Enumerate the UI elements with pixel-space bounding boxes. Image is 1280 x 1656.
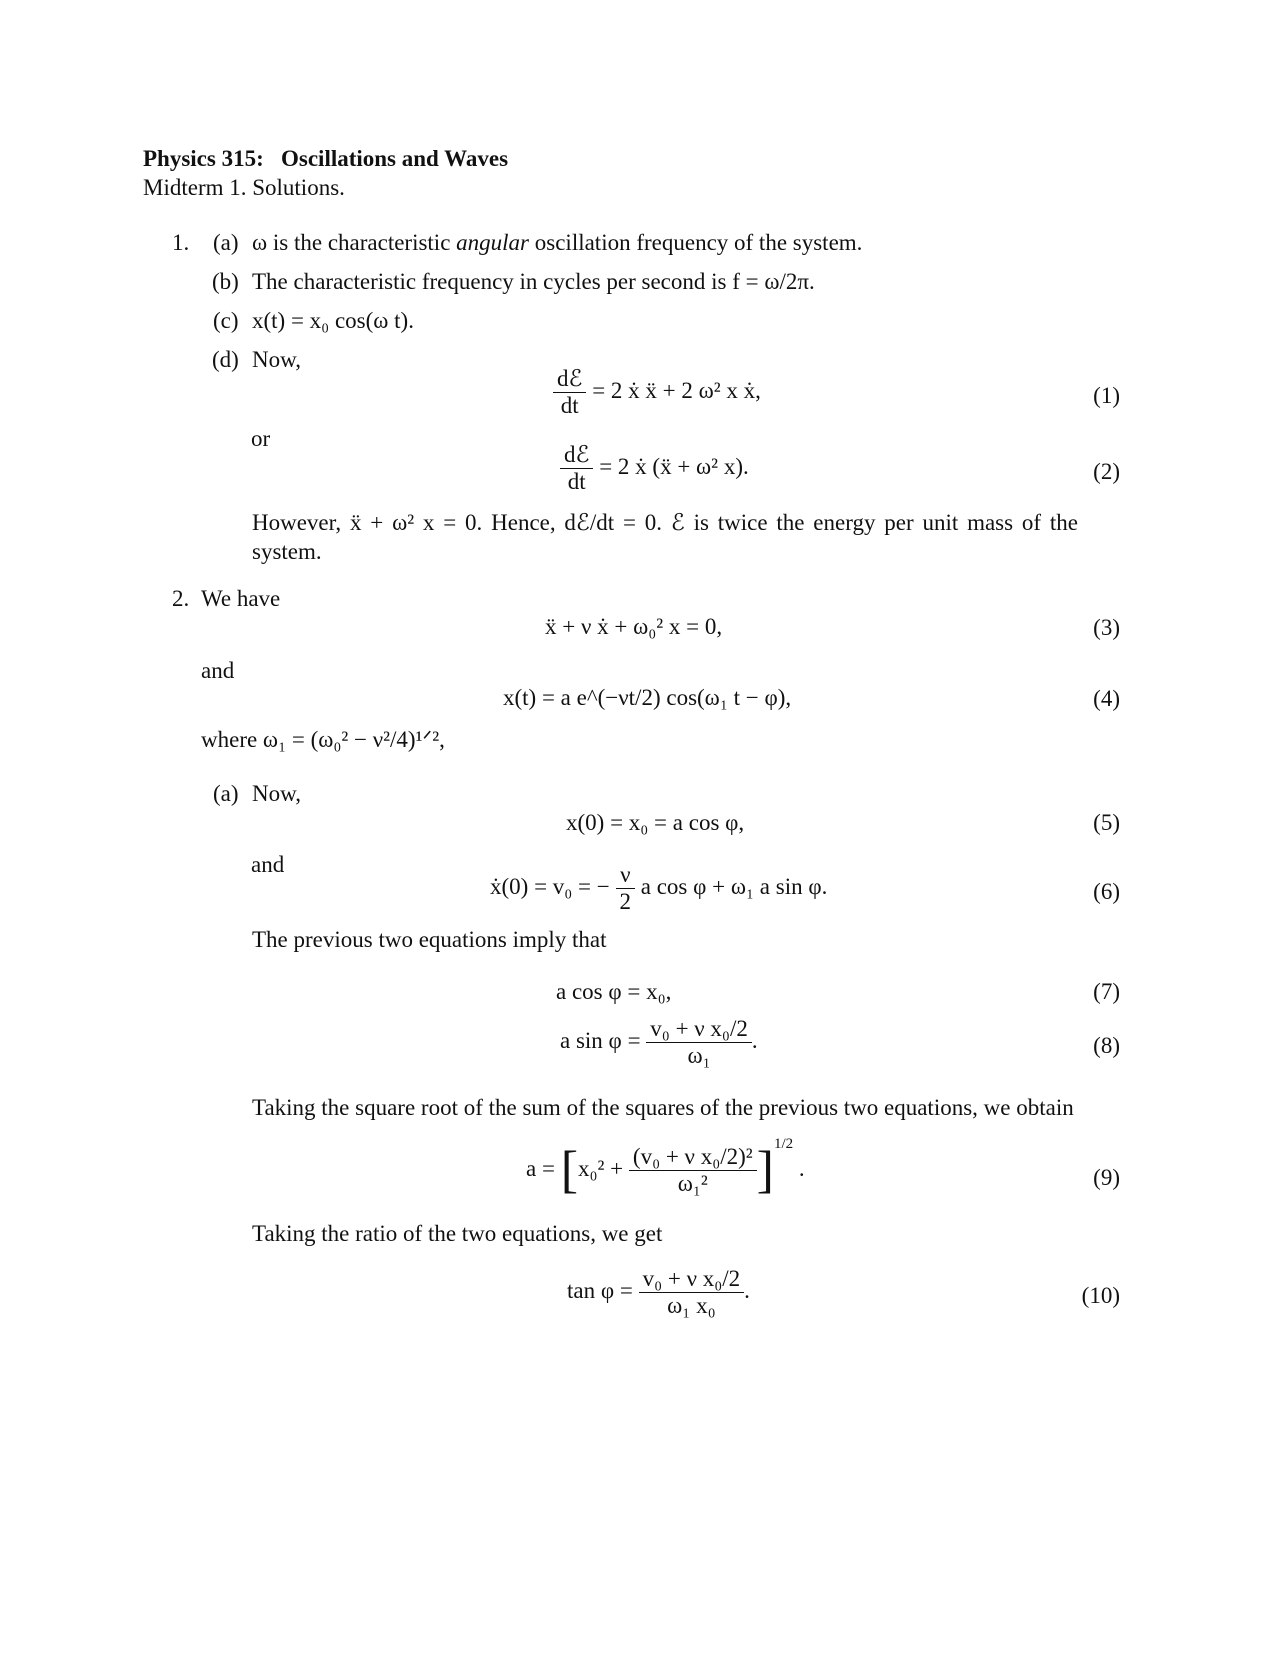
eq10-numerator: v₀ + ν x₀/2 [642, 1266, 741, 1291]
q1b-label: (b) [212, 269, 239, 294]
equation-8 [560, 1016, 758, 1069]
eq6-lhs: ẋ(0) = v₀ = − [490, 873, 610, 899]
q2-intro: We have [201, 586, 281, 611]
q2a-label: (a) [213, 781, 239, 806]
q1d-conclusion: However, ẍ + ω² x = 0. Hence, dℰ/dt = 0. ℰ is twice the energy per unit mass of the system. [252, 510, 1078, 564]
course-name: Physics 315: [143, 146, 264, 171]
equation-2 [560, 442, 749, 495]
eq8-denominator: ω₁ [646, 1042, 752, 1069]
eq2-rhs: = 2 ẋ (ẍ + ω² x). [599, 453, 749, 479]
eq4-number: (4) [1093, 686, 1120, 711]
eq6-denominator: 2 [616, 888, 636, 915]
eq9-numerator: (v₀ + ν x₀/2)² [632, 1144, 753, 1170]
eq9-lhs: a = [526, 1156, 555, 1181]
eq8-fraction [646, 1016, 752, 1069]
eq3-number: (3) [1093, 615, 1120, 640]
q2a-taking-square-root: Taking the square root of the sum of the squares of the previous two equations, we obtain [252, 1095, 1074, 1120]
eq9-denominator: ω₁² [629, 1170, 757, 1197]
eq10-fraction [639, 1266, 745, 1319]
eq8-tail: . [751, 1027, 758, 1053]
eq1-denominator: dt [553, 392, 586, 419]
eq10-denominator: ω₁ x₀ [639, 1292, 745, 1319]
q1d-text: Now, [252, 347, 301, 372]
q1c-text: x(t) = x₀ cos(ω t). [252, 308, 414, 333]
course-topic: Oscillations and Waves [281, 146, 509, 171]
eq10-tail: . [744, 1277, 750, 1303]
q1-number: 1. [172, 230, 190, 255]
eq1-rhs: = 2 ẋ ẍ + 2 ω² x ẋ, [592, 377, 761, 403]
q1a-text-emphasis: angular [456, 230, 530, 255]
eq1-fraction [553, 366, 586, 419]
equation-10 [567, 1266, 750, 1319]
eq6-rhs: a cos φ + ω₁ a sin φ. [640, 873, 828, 899]
q1a-label: (a) [213, 230, 239, 255]
q1d-label: (d) [212, 347, 239, 372]
page-title [143, 145, 508, 173]
equation-3: ẍ + ν ẋ + ω₀² x = 0, [545, 614, 723, 639]
eq6-numerator: ν [620, 862, 631, 887]
eq1-number: (1) [1093, 383, 1120, 408]
eq10-number: (10) [1081, 1283, 1120, 1308]
eq9-right-bracket: ] [756, 1141, 774, 1199]
equation-9 [526, 1136, 805, 1199]
eq1-numerator: dℰ [557, 366, 583, 391]
eq2-numerator: dℰ [564, 442, 590, 467]
equation-5: x(0) = x₀ = a cos φ, [566, 810, 745, 835]
eq8-numerator: v₀ + ν x₀/2 [650, 1016, 748, 1041]
page-subtitle: Midterm 1. Solutions. [143, 175, 345, 200]
equation-6 [490, 862, 827, 915]
eq9-x-term: x₀² + [578, 1156, 624, 1181]
eq9-left-bracket: [ [560, 1141, 579, 1199]
eq8-number: (8) [1093, 1033, 1120, 1058]
q1b-text: The characteristic frequency in cycles per second is f = ω/2π. [252, 269, 815, 294]
equation-4: x(t) = a e^(−νt/2) cos(ω₁ t − φ), [503, 685, 792, 710]
q1a-text-pre: ω is the characteristic [252, 230, 457, 255]
q1c-label: (c) [213, 308, 239, 333]
q1d-or: or [251, 426, 271, 451]
eq2-denominator: dt [560, 468, 593, 495]
eq9-number: (9) [1093, 1165, 1120, 1190]
q2-number: 2. [172, 586, 190, 611]
q2a-text: Now, [252, 781, 301, 806]
eq2-number: (2) [1093, 459, 1120, 484]
eq7-number: (7) [1093, 979, 1120, 1004]
eq2-fraction [560, 442, 593, 495]
q1a-text-post: oscillation frequency of the system. [529, 230, 863, 255]
equation-7: a cos φ = x₀, [556, 979, 672, 1004]
eq9-tail: . [798, 1156, 805, 1181]
eq6-number: (6) [1093, 879, 1120, 904]
q2a-previous-two: The previous two equations imply that [252, 927, 607, 952]
q2a-taking-ratio: Taking the ratio of the two equations, we get [252, 1221, 663, 1246]
q1a-text [252, 229, 862, 257]
eq8-lhs: a sin φ = [560, 1027, 641, 1053]
eq9-fraction [629, 1144, 757, 1197]
q2-where: where ω₁ = (ω₀² − ν²/4)¹ᐟ², [201, 727, 445, 752]
eq9-exponent: 1/2 [774, 1136, 794, 1152]
q2-and: and [201, 658, 235, 683]
q2a-and: and [251, 852, 285, 877]
eq6-fraction [616, 862, 636, 915]
eq10-lhs: tan φ = [567, 1277, 633, 1303]
equation-1 [553, 366, 761, 419]
eq5-number: (5) [1093, 810, 1120, 835]
